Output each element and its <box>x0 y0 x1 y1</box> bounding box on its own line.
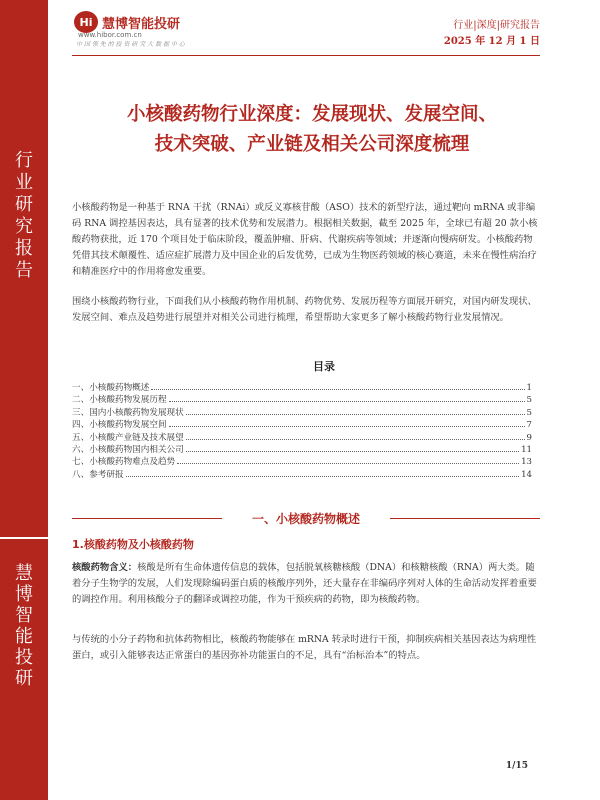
logo-slogan: 中 国 领 先 的 投 资 研 究 大 数 据 中 心 <box>76 41 185 48</box>
toc-item-label: 二、小核酸药物发展历程 <box>72 395 167 406</box>
toc-leader-dots <box>177 456 519 464</box>
toc-item-label: 六、小核酸药物国内相关公司 <box>72 445 184 456</box>
sidebar-divider <box>0 537 48 539</box>
toc-leader-dots <box>169 394 525 402</box>
toc-item-page: 14 <box>521 469 532 480</box>
title-line-1: 小核酸药物行业深度：发展现状、发展空间、 <box>126 104 497 125</box>
toc-item-page: 7 <box>526 420 532 431</box>
comparison-paragraph: 与传统的小分子药物和抗体药物相比，核酸药物能够在 mRNA 转录时进行干预，抑制疾病相关基因表达为病理性蛋白，或引入能够表达正常蛋白的基因弥补功能蛋白的不足，具有“治标治本”的特点。 <box>72 634 537 661</box>
toc-item-page: 11 <box>521 445 532 456</box>
toc-item[interactable] <box>72 382 532 394</box>
definition-label: 核酸药物含义： <box>72 562 138 573</box>
header-rule <box>72 55 540 56</box>
toc-item-page: 9 <box>526 432 532 443</box>
toc-item-page: 13 <box>521 457 532 468</box>
intro-paragraph-2: 围绕小核酸药物行业，下面我们从小核酸药物作用机制、药物优势、发展历程等方面展开研究，对国内研发现状、发展空间、难点及趋势进行展望并对相关公司进行梳理，希望帮助大家更多了解小核酸药物行业发展情况。 <box>72 296 537 323</box>
toc-item-label: 四、小核酸药物发展空间 <box>72 420 167 431</box>
toc-item-label: 三、国内小核酸药物发展现状 <box>72 407 184 418</box>
toc-item-label: 五、小核酸产业链及技术展望 <box>72 432 184 443</box>
page-number: 1/15 <box>505 761 528 771</box>
toc-leader-dots <box>126 469 519 477</box>
toc-leader-dots <box>169 419 525 427</box>
toc-item[interactable] <box>72 469 532 481</box>
page-title <box>62 100 562 160</box>
sidebar-top-label: 行 业 研 究 报 告 <box>15 150 33 281</box>
toc-item-page: 5 <box>526 407 532 418</box>
subsection-heading: 1.核酸药物及小核酸药物 <box>72 538 194 551</box>
toc-leader-dots <box>186 407 525 415</box>
toc-leader-dots <box>186 444 519 452</box>
toc-item-label: 八、参考研报 <box>72 469 124 480</box>
sidebar-bottom-label: 慧 博 智 能 投 研 <box>15 563 33 689</box>
toc-leader-dots <box>186 432 525 440</box>
table-of-contents <box>72 382 532 481</box>
toc-item[interactable] <box>72 394 532 406</box>
toc-item[interactable] <box>72 456 532 468</box>
intro-paragraph-1: 小核酸药物是一种基于 RNA 干扰（RNAi）或反义寡核苷酸（ASO）技术的新型疗法，通过靶向 mRNA 或非编码 RNA 调控基因表达，具有显著的技术优势和发展潜力。根据相关数据，截至 2025 年，全球已有超 20 款小核酸药物获批，近 170 个项目处于临床阶段，覆盖肿瘤、肝病、代谢疾病等领域；并逐渐向慢病研发。小核酸药物凭借其技术颠覆性、适应症扩展潜力及中国企业的后发优势，已成为生物医药领域的核心赛道，未来在慢性病治疗和精准医疗中的作用将愈发重要。 <box>72 202 538 277</box>
logo-text: 慧博智能投研 <box>102 16 181 32</box>
logo-url[interactable]: www.hibor.com.cn <box>78 31 142 39</box>
toc-item-label: 一、小核酸药物概述 <box>72 383 150 393</box>
definition-paragraph <box>72 560 540 608</box>
report-tags: 行业|深度|研究报告 <box>453 20 540 31</box>
toc-item-page: 5 <box>526 395 532 406</box>
toc-title: 目录 <box>313 360 335 373</box>
toc-item[interactable] <box>72 407 532 419</box>
hibor-logo-icon: Hi <box>74 11 98 33</box>
header-meta <box>444 18 540 50</box>
definition-text: 核酸是所有生命体遗传信息的载体，包括脱氧核糖核酸（DNA）和核糖核酸（RNA）两大类。随着分子生物学的发展，人们发现除编码蛋白质的核酸序列外，还大量存在非编码序列对人体的生命活动发挥着重要的调控作用。利用核酸分子的翻译或调控功能，作为干预疾病的药物，即为核酸药物。 <box>72 562 537 605</box>
report-date: 2025 年 12 月 1 日 <box>443 36 540 47</box>
section-heading-text: 一、小核酸药物概述 <box>251 512 360 526</box>
toc-item[interactable] <box>72 444 532 456</box>
toc-item-label: 七、小核酸药物难点及趋势 <box>72 457 176 468</box>
title-line-2: 技术突破、产业链及相关公司深度梳理 <box>154 134 470 155</box>
toc-item[interactable] <box>72 419 532 431</box>
section-heading <box>72 508 540 530</box>
toc-item-page: 1 <box>526 383 532 393</box>
toc-leader-dots <box>151 382 524 390</box>
toc-item[interactable] <box>72 432 532 444</box>
